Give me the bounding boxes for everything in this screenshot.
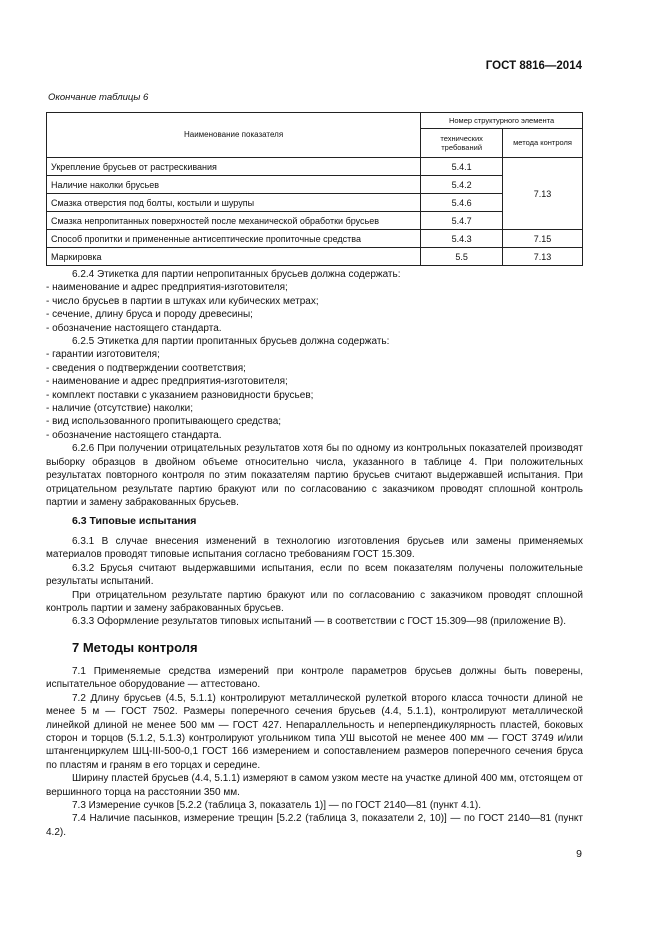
paragraph: При отрицательном результате партию бракуют или по согласованию с заказчиком проводят сплошной контроль партии и замену забракованных брусьев. bbox=[46, 589, 583, 615]
table-row bbox=[47, 176, 583, 194]
row-name: Укрепление брусьев от растрескивания bbox=[47, 158, 421, 176]
list-item: - гарантии изготовителя; bbox=[46, 349, 160, 361]
row-name: Способ пропитки и примененные антисептические пропиточные средства bbox=[47, 230, 421, 248]
page-number: 9 bbox=[576, 848, 582, 860]
list-item: - обозначение настоящего стандарта. bbox=[46, 322, 222, 334]
row-name: Смазка отверстия под болты, костыли и шурупы bbox=[47, 194, 421, 212]
row-tech: 5.4.1 bbox=[421, 158, 503, 176]
paragraph: 7.3 Измерение сучков [5.2.2 (таблица 3, показатель 1)] — по ГОСТ 2140—81 (пункт 4.1). bbox=[72, 800, 481, 812]
section-heading-6-3: 6.3 Типовые испытания bbox=[72, 515, 197, 527]
row-method-merged: 7.13 bbox=[503, 158, 583, 230]
row-method: 7.13 bbox=[503, 248, 583, 266]
row-tech: 5.5 bbox=[421, 248, 503, 266]
row-name: Смазка непропитанных поверхностей после механической обработки брусьев bbox=[47, 212, 421, 230]
paragraph: 6.3.1 В случае внесения изменений в технологию изготовления брусьев или замены применяемых материалов проводят типовые испытания согласно требованиям ГОСТ 15.309. bbox=[46, 536, 583, 561]
list-item: - вид использованного пропитывающего средства; bbox=[46, 416, 282, 428]
table-6 bbox=[46, 112, 583, 266]
section-7-text bbox=[46, 665, 583, 839]
row-tech: 5.4.6 bbox=[421, 194, 503, 212]
paragraph: 6.3.3 Оформление результатов типовых испытаний — в соответствии с ГОСТ 15.309—98 (приложение В). bbox=[72, 616, 566, 628]
list-item: - обозначение настоящего стандарта. bbox=[46, 429, 222, 441]
paragraph: 6.2.6 При получении отрицательных результатов хотя бы по одному из контрольных показателей производят выборку образцов в двойном объеме относительно числа, указанного в таблице 4. При положительных результатах повторного контроля по этим показателям партию брусьев считают выдержавшей испытания. При отрицательном результате партию бракуют или по согласованию с заказчиком проводят сплошной контроль партии и замену забракованных брусьев. bbox=[46, 443, 583, 508]
table-row bbox=[47, 248, 583, 266]
row-method: 7.15 bbox=[503, 230, 583, 248]
paragraph: 6.2.5 Этикетка для партии пропитанных брусьев должна содержать: bbox=[72, 336, 390, 348]
col-name-header: Наименование показателя bbox=[47, 113, 421, 158]
paragraph: 6.3.2 Брусья считают выдержавшими испытания, если по всем показателям получены положительные результаты испытаний. bbox=[46, 562, 583, 588]
row-name: Наличие наколки брусьев bbox=[47, 176, 421, 194]
list-item: - наличие (отсутствие) наколки; bbox=[46, 403, 193, 415]
list-item: - сведения о подтверждении соответствия; bbox=[46, 362, 246, 374]
section-6-3-text bbox=[46, 535, 583, 629]
col-tech-header: технических требований bbox=[421, 129, 503, 158]
paragraph: Ширину пластей брусьев (4.4, 5.1.1) измеряют в самом узком месте на участке длиной 400 мм, отстоящем от вершинного торца на расстоянии 350 мм. bbox=[46, 773, 583, 798]
list-item: - наименование и адрес предприятия-изготовителя; bbox=[46, 282, 288, 294]
document-code: ГОСТ 8816—2014 bbox=[485, 60, 582, 72]
col-method-header: метода контроля bbox=[503, 129, 583, 158]
row-tech: 5.4.3 bbox=[421, 230, 503, 248]
table-row bbox=[47, 212, 583, 230]
list-item: - комплект поставки с указанием разновидности брусьев; bbox=[46, 389, 314, 401]
table-caption: Окончание таблицы 6 bbox=[48, 92, 149, 103]
paragraph: 7.2 Длину брусьев (4.5, 5.1.1) контролируют металлической рулеткой второго класса точности длиной не менее 5 м — ГОСТ 7502. Размеры поперечного сечения брусьев (4.4, 5.1.1), контролируют металлической линейкой длиной не менее 500 мм — ГОСТ 427. Непараллельность и неперпендикулярность пластей, боковых сторон и торцов (5.1.2, 5.1.3) контролируют угольником типа УШ высотой не менее 400 мм — ГОСТ 3749 и/или штангенциркулем ШЦ-III-500-0,1 ГОСТ 166 измерением и сопоставлением размеров поперечного сечения бруса по пластям и граням в его торцах и середине. bbox=[46, 692, 583, 771]
paragraph: 7.4 Наличие пасынков, измерение трещин [5.2.2 (таблица 3, показатели 2, 10)] — по ГОСТ 2140—81 (пункт 4.2). bbox=[46, 813, 583, 838]
paragraph: 7.1 Применяемые средства измерений при контроле параметров брусьев должны быть поверены, испытательное оборудование — аттестовано. bbox=[46, 666, 583, 691]
col-group-header: Номер структурного элемента bbox=[421, 113, 583, 129]
row-tech: 5.4.2 bbox=[421, 176, 503, 194]
row-tech: 5.4.7 bbox=[421, 212, 503, 230]
table-row bbox=[47, 194, 583, 212]
row-name: Маркировка bbox=[47, 248, 421, 266]
section-heading-7: 7 Методы контроля bbox=[72, 640, 198, 655]
table-row bbox=[47, 158, 583, 176]
section-6-2-text bbox=[46, 268, 583, 509]
list-item: - наименование и адрес предприятия-изготовителя; bbox=[46, 376, 288, 388]
list-item: - число брусьев в партии в штуках или кубических метрах; bbox=[46, 295, 319, 307]
table-row bbox=[47, 230, 583, 248]
paragraph: 6.2.4 Этикетка для партии непропитанных брусьев должна содержать: bbox=[72, 269, 401, 280]
list-item: - сечение, длину бруса и породу древесины; bbox=[46, 309, 253, 321]
